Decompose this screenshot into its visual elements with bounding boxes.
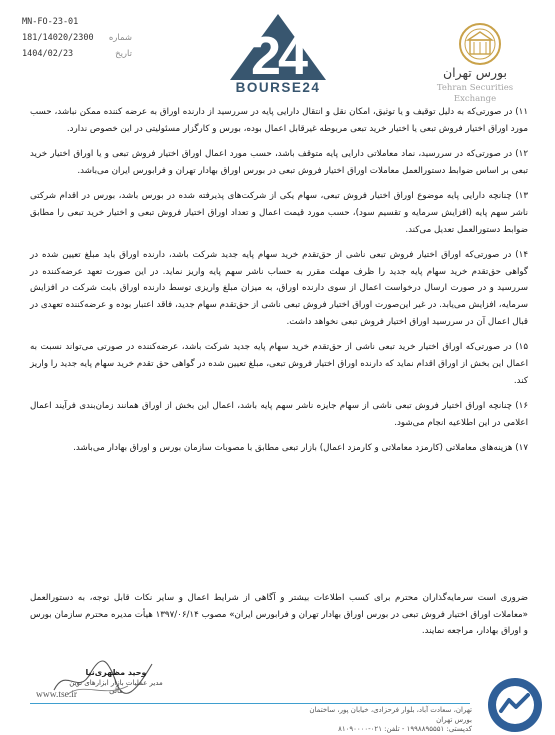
clause-12: ۱۲) در صورتی‌که در سررسید، نماد معاملاتی دارایی پایه متوقف باشد، حسب مورد اعمال اوراق اختیار فروش تبعی و یا اوراق اختیار خرید تبعی بر اساس ضوابط دستورالعمل معاملات اوراق اختیار فروش تبعی در بورس اوراق بهادار تهران و فرابورس ایران می‌باشد. [30, 149, 528, 176]
address-line: تهران، سعادت آباد، بلوار فرحزادی، خیابان پور، ساختمان بورس تهران [309, 706, 472, 724]
doc-code-row [22, 14, 132, 30]
footer-address [300, 706, 472, 735]
tse-name-en: Tehran Securities Exchange [436, 83, 514, 104]
date-row [22, 46, 132, 62]
clause-17: ۱۷) هزینه‌های معاملاتی (کارمزد معاملاتی و کارمزد اعمال) بازار تبعی مطابق با مصوبات سازمان بورس و اوراق بهادار می‌باشد. [73, 443, 528, 454]
number-row [22, 30, 132, 46]
contact-line: کدپستی: ۱۹۹۸۸۹۵۵۵۱ - تلفن: ۰۲۱-۸۱۰۹۰۰۰۰ [338, 725, 472, 733]
clause-11: ۱۱) در صورتی‌که به دلیل توقیف و یا توثیق، امکان نقل و انتقال دارایی پایه در سررسید از دارنده اوراق به عرضه کننده ممکن نباشد، حسب مورد اوراق اختیار فروش تبعی یا اختیار خرید تبعی مربوطه غیرقابل اعمال بوده، بورس و کارگزار مسئولیتی در این خصوص ندارد. [30, 107, 528, 134]
tse-emblem-icon [458, 22, 502, 66]
signer-role: مدیر عملیات بازار ابزارهای نوین مالی [69, 679, 163, 695]
clause-13: ۱۳) چنانچه دارایی پایه موضوع اوراق اختیار فروش تبعی، سهام یکی از شرکت‌های پذیرفته شده در بورس باشد، بورس در اقدام شرکتی ناشر سهم پایه (افزایش سرمایه و تقسیم سود)، حسب مورد قیمت اعمال و تعداد اوراق اختیار فروش تبعی و اختیار خرید تبعی را مطابق ضوابط دستورالعمل تعدیل می‌کند. [30, 191, 528, 235]
doc-code: MN-FO-23-01 [22, 17, 79, 27]
svg-text:24: 24 [250, 26, 306, 82]
clauses-list [30, 104, 528, 463]
reference-block [22, 14, 132, 62]
tse-footer-badge-icon [486, 676, 544, 734]
signer-name: وحید مظهری‌نیا [85, 668, 147, 677]
bourse24-logo-icon [228, 12, 328, 82]
number-label: شماره [108, 33, 132, 43]
signature-block [64, 668, 168, 695]
clause-14: ۱۴) در صورتی‌که اوراق اختیار فروش تبعی ناشی از حق‌تقدم خرید سهام پایه جدید شرکت باشد، دارنده اوراق باید مبلغ تعیین شده در گواهی حق‌تقدم خرید سهام پایه جدید را ظرف مهلت مقرر به حساب ناشر سهم پایه واریز نماید. در این صورت تعهد عرضه‌کننده در سررسید و در صورت ارسال درخواست اعمال از سوی دارنده اوراق، به میزان مبلغ واریزی توسط دارنده اوراق بابت شرکت در افزایش سرمایه، افزایش می‌یابد. در غیر این‌صورت اوراق اختیار فروش تبعی ناشی از حق‌تقدم سهام جدید، فاقد اعتبار بوده و عرضه‌کننده تعهدی در قبال اعمال آن در سررسید اوراق اختیار فروش تبعی نخواهد داشت. [30, 249, 528, 327]
website-link[interactable]: www.tse.ir [36, 690, 78, 700]
date-label: تاریخ [115, 49, 132, 59]
clause-16: ۱۶) چنانچه اوراق اختیار فروش تبعی ناشی از سهام جایزه ناشر سهم پایه باشد، اعمال این بخش از اوراق همانند زمان‌بندی فرآیند اعمال اعلامی در این اطلاعیه انجام می‌شود. [30, 400, 528, 428]
clause-15: ۱۵) در صورتی‌که اوراق اختیار خرید تبعی ناشی از حق‌تقدم خرید سهام پایه جدید شرکت باشد، عرضه‌کننده در صورتی می‌تواند نسبت به اعمال این بخش از اوراق اقدام نماید که دارنده اوراق اختیار فروش تبعی، مبلغ تعیین شده در گواهی حق تقدم خرید سهام پایه جدید را واریز کند. [30, 342, 528, 386]
letter-number: 181/14020/2300 [22, 33, 94, 43]
closing-paragraph: ضروری است سرمایه‌گذاران محترم برای کسب اطلاعات بیشتر و آگاهی از شرایط اعمال و سایر نکات قابل توجه، به دستورالعمل «معاملات اوراق اختیار فروش تبعی در بورس اوراق بهادار تهران و فرابورس ایران» مصوب ۱۳۹۷/۰۶/۱۴ هیأت مدیره محترم سازمان بورس و اوراق بهادار، مراجعه نمایند. [30, 593, 528, 636]
footer-divider [30, 703, 470, 704]
tse-name-fa: بورس تهران [443, 65, 507, 80]
letter-date: 1404/02/23 [22, 49, 74, 59]
bourse24-wordmark: BOURSE24 [235, 80, 321, 95]
